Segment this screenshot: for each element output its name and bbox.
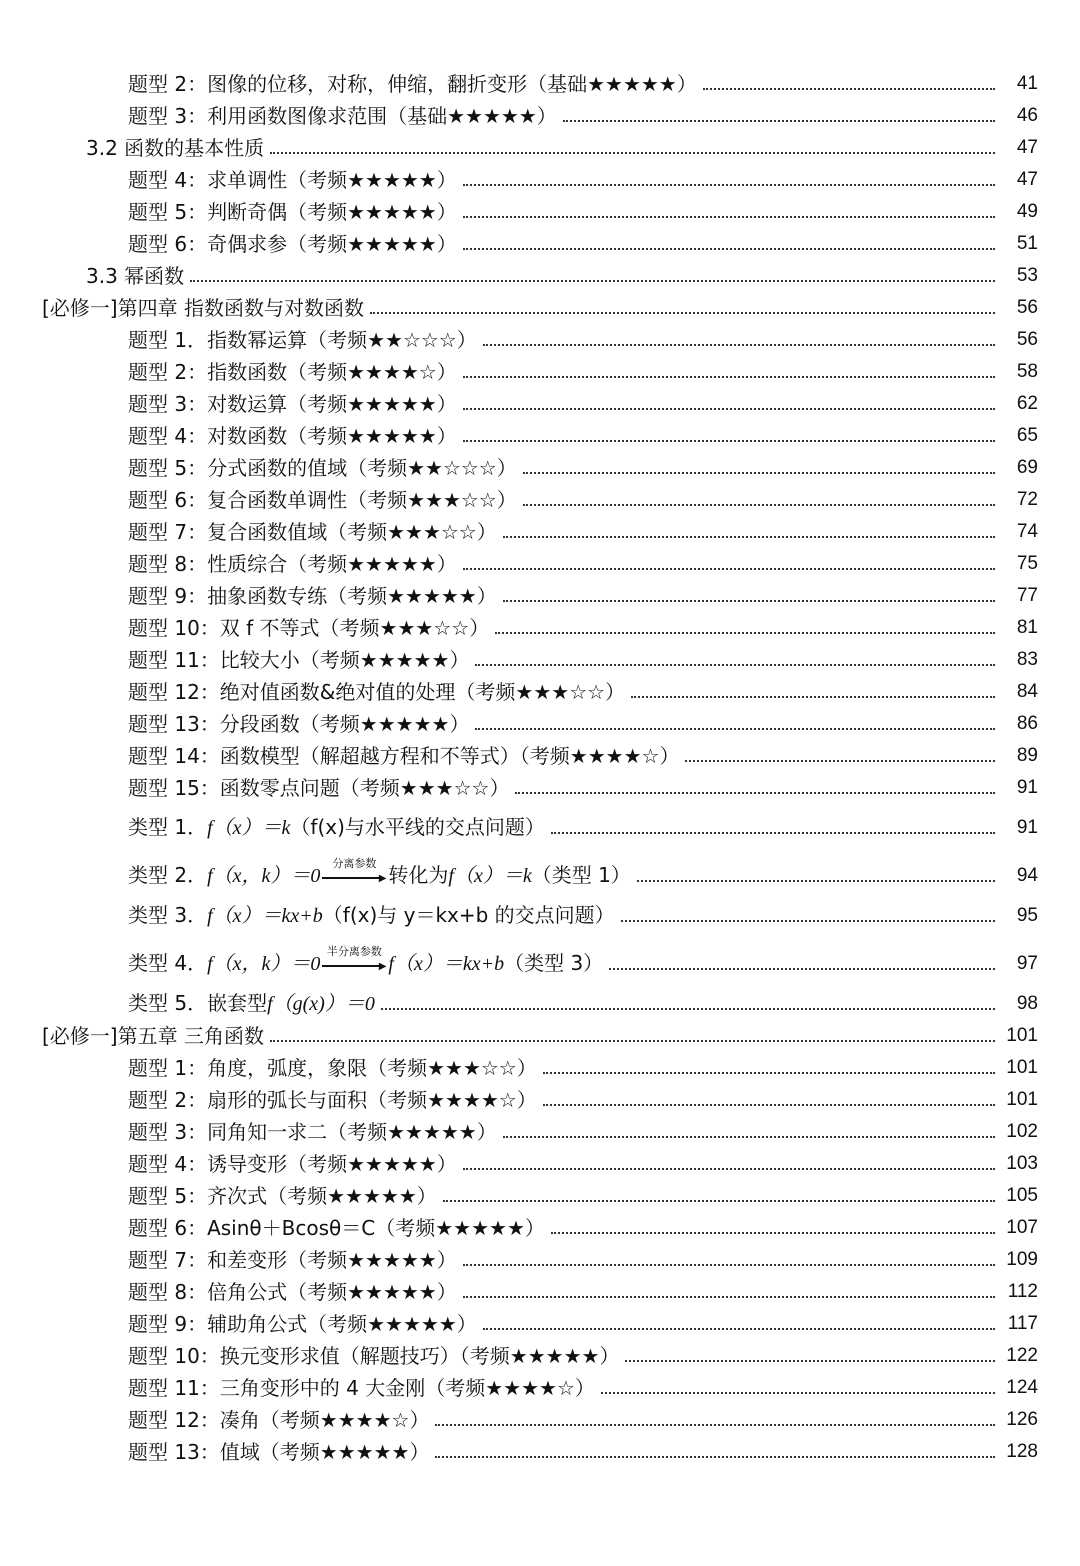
toc-entry[interactable] [0,576,1080,608]
toc-entry-title: 题型 10：换元变形求值（解题技巧）（考频★★★★★） [128,1344,620,1368]
page-number: 89 [1016,745,1038,766]
dot-leader [601,1392,995,1394]
toc-entry-title: 题型 6：复合函数单调性（考频★★★☆☆） [128,488,517,512]
formula: f（x）＝k [448,865,532,887]
toc-entry-title: 题型 9：辅助角公式（考频★★★★★） [128,1312,477,1336]
dot-leader [523,504,995,506]
toc-entry-title: 题型 1．指数幂运算（考频★★☆☆☆） [128,328,477,352]
page-number: 84 [1016,681,1038,702]
toc-entry-title: 题型 4：诱导变形（考频★★★★★） [128,1152,457,1176]
page-number: 49 [1016,201,1038,222]
dot-leader [563,120,995,122]
toc-entry[interactable] [0,1368,1080,1400]
toc-entry[interactable] [0,1048,1080,1080]
dot-leader [463,376,995,378]
toc-entry-title: 题型 7：复合函数值域（考频★★★☆☆） [128,520,497,544]
formula: f（x，k）＝0 [207,953,321,975]
dot-leader [503,1136,995,1138]
page-number: 126 [1006,1409,1038,1430]
table-of-contents [0,64,1080,1464]
toc-chapter[interactable] [0,288,1080,320]
dot-leader [190,280,995,282]
page-number: 72 [1016,489,1038,510]
page-number: 101 [1006,1025,1038,1046]
page-number: 81 [1016,617,1038,638]
toc-entry-title: 题型 3：同角知一求二（考频★★★★★） [128,1120,497,1144]
page-number: 128 [1006,1441,1038,1462]
dot-leader [370,312,995,314]
toc-entry-title: 题型 5：齐次式（考频★★★★★） [128,1184,437,1208]
toc-entry[interactable] [0,224,1080,256]
toc-section[interactable] [0,256,1080,288]
toc-section[interactable] [0,128,1080,160]
toc-entry-title: [必修一]第四章 指数函数与对数函数 [42,296,364,320]
page-number: 95 [1016,905,1038,926]
toc-entry-title [128,945,607,976]
page-number: 101 [1006,1057,1038,1078]
toc-entry-title [128,815,549,840]
toc-entry[interactable] [0,1400,1080,1432]
dot-leader [443,1200,995,1202]
page-number: 83 [1016,649,1038,670]
toc-entry[interactable] [0,768,1080,800]
toc-entry-title: 题型 12：绝对值函数&绝对值的处理（考频★★★☆☆） [128,680,626,704]
page-number: 86 [1016,713,1038,734]
page-number: 77 [1016,585,1038,606]
formula: f（x）＝kx+b [388,953,505,975]
page-number: 109 [1006,1249,1038,1270]
toc-entry[interactable] [0,888,1080,928]
page-number: 62 [1016,393,1038,414]
dot-leader [483,344,995,346]
page-number: 47 [1016,169,1038,190]
dot-leader [515,792,995,794]
toc-entry[interactable] [0,976,1080,1016]
type-prefix: 类型 3． [128,903,208,927]
dot-leader [270,1040,995,1042]
dot-leader [463,568,995,570]
toc-entry[interactable] [0,1272,1080,1304]
page-number: 103 [1006,1153,1038,1174]
type-prefix: 类型 2． [128,863,208,887]
toc-entry[interactable] [0,1336,1080,1368]
toc-entry-title: 题型 13：值域（考频★★★★★） [128,1440,430,1464]
page-number: 124 [1006,1377,1038,1398]
type-prefix: 类型 4． [128,951,208,975]
arrow-label: 半分离参数 [326,945,382,958]
dot-leader [463,184,995,186]
page-number: 117 [1007,1313,1038,1334]
toc-entry[interactable] [0,928,1080,976]
toc-entry[interactable] [0,64,1080,96]
dot-leader [621,920,995,922]
toc-entry[interactable] [0,672,1080,704]
toc-entry-title: 题型 8：倍角公式（考频★★★★★） [128,1280,457,1304]
toc-entry-title: 题型 12：凑角（考频★★★★☆） [128,1408,430,1432]
formula: f（g(x)）＝0 [267,993,375,1015]
page-number: 107 [1006,1217,1038,1238]
toc-entry-title: 题型 11：比较大小（考频★★★★★） [128,648,470,672]
toc-entry[interactable] [0,544,1080,576]
type-suffix: （类型 1） [531,863,631,887]
toc-entry-title [128,991,379,1016]
page-number: 56 [1016,329,1038,350]
dot-leader [637,880,995,882]
dot-leader [270,152,995,154]
toc-entry-title: 题型 2：指数函数（考频★★★★☆） [128,360,457,384]
page-number: 53 [1016,265,1038,286]
dot-leader [609,968,995,970]
page-number: 102 [1006,1121,1038,1142]
dot-leader [435,1424,995,1426]
dot-leader [475,664,995,666]
page-number: 101 [1006,1089,1038,1110]
page-number: 97 [1016,953,1038,974]
dot-leader [543,1104,995,1106]
dot-leader [435,1456,995,1458]
toc-entry-title: 题型 5：判断奇偶（考频★★★★★） [128,200,457,224]
toc-entry-title: 题型 2：扇形的弧长与面积（考频★★★★☆） [128,1088,537,1112]
type-suffix: （类型 3） [504,951,604,975]
dot-leader [463,440,995,442]
toc-entry-title: 题型 7：和差变形（考频★★★★★） [128,1248,457,1272]
dot-leader [703,88,995,90]
arrow-label: 分离参数 [332,857,377,870]
toc-entry[interactable] [0,1240,1080,1272]
page-number: 56 [1016,297,1038,318]
toc-entry-title: 题型 10：双 f 不等式（考频★★★☆☆） [128,616,490,640]
dot-leader [381,1008,995,1010]
toc-entry-title: 题型 2：图像的位移，对称，伸缩，翻折变形（基础★★★★★） [128,72,697,96]
toc-entry[interactable] [0,1144,1080,1176]
toc-entry[interactable] [0,384,1080,416]
toc-entry[interactable] [0,416,1080,448]
page-number: 65 [1016,425,1038,446]
dot-leader [475,728,995,730]
page-number: 74 [1016,521,1038,542]
dot-leader [685,760,995,762]
toc-entry-title: 题型 3：对数运算（考频★★★★★） [128,392,457,416]
type-suffix: （f(x)与 y＝kx+b 的交点问题） [322,903,615,927]
dot-leader [463,216,995,218]
toc-entry[interactable] [0,1208,1080,1240]
toc-entry-title: 题型 3：利用函数图像求范围（基础★★★★★） [128,104,557,128]
toc-entry[interactable] [0,160,1080,192]
type-prefix: 类型 5．嵌套型 [128,991,268,1015]
toc-entry[interactable] [0,1112,1080,1144]
toc-entry-title: 3.3 幂函数 [86,264,185,288]
dot-leader [551,832,995,834]
dot-leader [543,1072,995,1074]
toc-entry-title [128,857,635,888]
dot-leader [463,1264,995,1266]
toc-chapter[interactable] [0,1016,1080,1048]
page-number: 69 [1016,457,1038,478]
page-number: 94 [1016,865,1038,886]
toc-entry[interactable] [0,736,1080,768]
toc-entry[interactable] [0,840,1080,888]
toc-entry[interactable] [0,1304,1080,1336]
toc-entry-title: 题型 4：求单调性（考频★★★★★） [128,168,457,192]
dot-leader [631,696,995,698]
formula: f（x）＝k [207,817,291,839]
toc-entry-title: 题型 6：Asinθ＋Bcosθ＝C（考频★★★★★） [128,1216,545,1240]
toc-entry-title: 题型 13：分段函数（考频★★★★★） [128,712,470,736]
toc-entry[interactable] [0,1432,1080,1464]
dot-leader [463,1168,995,1170]
toc-entry-title: 题型 6：奇偶求参（考频★★★★★） [128,232,457,256]
right-arrow-icon: 分离参数 ▶ [322,864,386,888]
dot-leader [503,600,995,602]
page-number: 91 [1016,777,1038,798]
page-number: 46 [1016,105,1038,126]
type-prefix: 类型 1． [128,815,208,839]
formula: f（x，k）＝0 [207,865,321,887]
page-number: 58 [1016,361,1038,382]
page-number: 51 [1016,233,1038,254]
toc-entry-title: 题型 15：函数零点问题（考频★★★☆☆） [128,776,510,800]
toc-entry-title: 3.2 函数的基本性质 [86,136,265,160]
page-number: 105 [1006,1185,1038,1206]
toc-entry[interactable] [0,320,1080,352]
dot-leader [463,1296,995,1298]
toc-entry[interactable] [0,608,1080,640]
toc-entry[interactable] [0,96,1080,128]
right-arrow-icon: 半分离参数 ▶ [322,952,386,976]
toc-entry[interactable] [0,352,1080,384]
toc-entry[interactable] [0,1080,1080,1112]
page-number: 41 [1016,73,1038,94]
toc-entry-title: 题型 4：对数函数（考频★★★★★） [128,424,457,448]
page-number: 47 [1016,137,1038,158]
dot-leader [495,632,995,634]
toc-entry-title: 题型 5：分式函数的值域（考频★★☆☆☆） [128,456,517,480]
dot-leader [523,472,995,474]
toc-entry[interactable] [0,192,1080,224]
dot-leader [463,408,995,410]
toc-entry-title [128,903,619,928]
toc-entry-title: 题型 9：抽象函数专练（考频★★★★★） [128,584,497,608]
page-number: 122 [1006,1345,1038,1366]
dot-leader [625,1360,995,1362]
dot-leader [483,1328,995,1330]
type-suffix: （f(x)与水平线的交点问题） [290,815,545,839]
toc-entry[interactable] [0,480,1080,512]
page-number: 91 [1016,817,1038,838]
page-number: 75 [1016,553,1038,574]
toc-entry[interactable] [0,704,1080,736]
type-suffix: 转化为 [388,863,449,887]
toc-entry-title: 题型 14：函数模型（解超越方程和不等式）（考频★★★★☆） [128,744,680,768]
formula: f（x）＝kx+b [207,905,323,927]
toc-entry[interactable] [0,640,1080,672]
toc-entry-title: 题型 8：性质综合（考频★★★★★） [128,552,457,576]
toc-entry-title: [必修一]第五章 三角函数 [42,1024,264,1048]
dot-leader [551,1232,995,1234]
page-number: 98 [1016,993,1038,1014]
toc-entry[interactable] [0,448,1080,480]
toc-entry-title: 题型 1：角度，弧度，象限（考频★★★☆☆） [128,1056,537,1080]
toc-entry-title: 题型 11：三角变形中的 4 大金刚（考频★★★★☆） [128,1376,595,1400]
toc-entry[interactable] [0,800,1080,840]
dot-leader [463,248,995,250]
toc-entry[interactable] [0,512,1080,544]
page-number: 112 [1007,1281,1038,1302]
dot-leader [503,536,995,538]
toc-entry[interactable] [0,1176,1080,1208]
